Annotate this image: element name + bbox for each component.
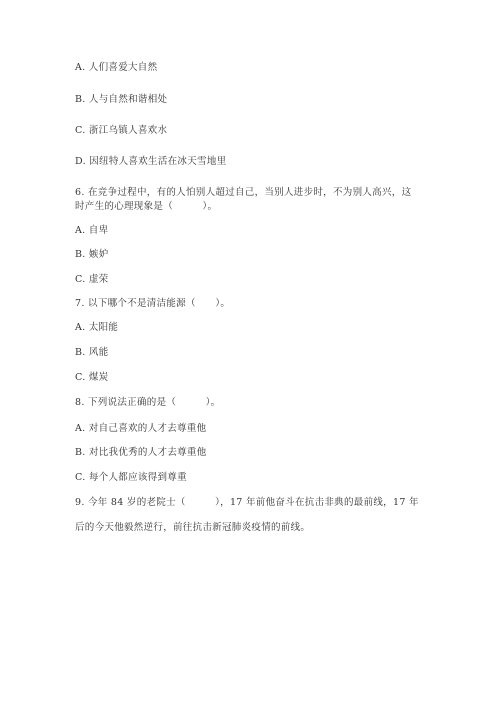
q6-option-a: A. 自卑 [75, 225, 109, 236]
q5-option-a: A. 人们喜爱大自然 [75, 62, 158, 73]
q5-option-b: B. 人与自然和谐相处 [75, 94, 168, 105]
q7-option-c: C. 煤炭 [75, 372, 109, 383]
q8-stem: 8. 下列说法正确的是（ ）。 [75, 397, 221, 408]
q9-stem-line1: 9. 今年 84 岁的老院士（ ），17 年前他奋斗在抗击非典的最前线，17 年 [75, 497, 419, 508]
q5-option-d: D. 因纽特人喜欢生活在冰天雪地里 [75, 156, 227, 167]
q7-option-a: A. 太阳能 [75, 322, 119, 333]
q5-option-c: C. 浙江乌镇人喜欢水 [75, 125, 168, 136]
q8-option-a: A. 对自己喜欢的人才去尊重他 [75, 423, 207, 434]
q6-option-b: B. 嫉妒 [75, 249, 109, 260]
q8-option-c: C. 每个人都应该得到尊重 [75, 472, 187, 483]
q7-option-b: B. 风能 [75, 347, 109, 358]
q6-stem-line2: 时产生的心理现象是（ ）。 [75, 201, 218, 212]
q8-option-b: B. 对比我优秀的人才去尊重他 [75, 447, 207, 458]
q6-stem-line1: 6. 在竞争过程中，有的人怕别人超过自己，当别人进步时，不为别人高兴，这 [75, 187, 412, 198]
q6-option-c: C. 虚荣 [75, 274, 109, 285]
q9-stem-line2: 后的今天他毅然逆行，前往抗击新冠肺炎疫情的前线。 [75, 522, 311, 533]
q7-stem: 7. 以下哪个不是清洁能源（ ）。 [75, 298, 231, 309]
